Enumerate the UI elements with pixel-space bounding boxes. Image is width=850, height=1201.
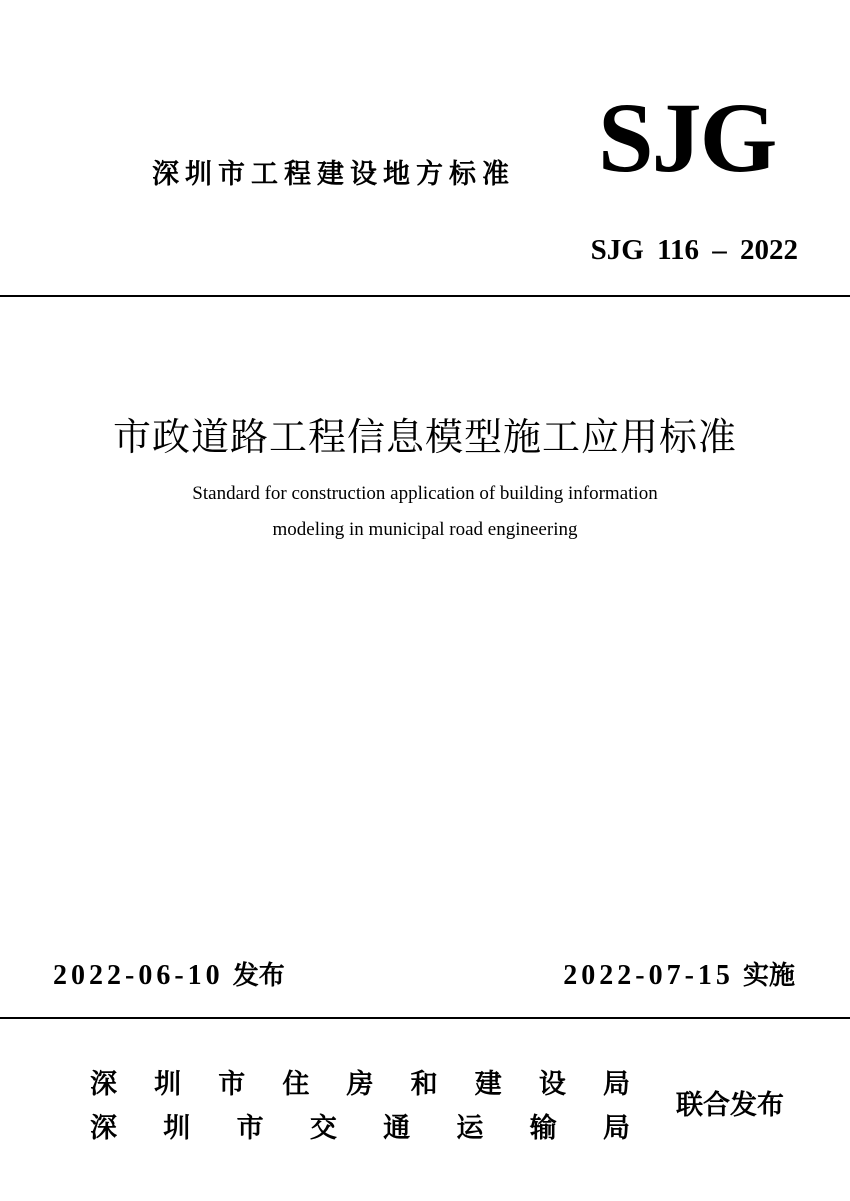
- issue-date-block: [53, 955, 285, 992]
- effective-date-block: [563, 955, 795, 992]
- org-char: 局: [603, 1069, 630, 1100]
- org-char: 运: [456, 1113, 484, 1144]
- org-char: 通: [383, 1113, 411, 1144]
- series-name: 深圳市工程建设地方标准: [152, 159, 515, 190]
- sjg-logo: SJG: [598, 82, 776, 193]
- org-char: 住: [282, 1069, 310, 1100]
- issue-date: 2022-06-10: [53, 960, 224, 991]
- org-char: 建: [474, 1069, 502, 1100]
- document-title-en-line1: Standard for construction application of building information: [192, 483, 658, 504]
- org-char: 输: [529, 1113, 557, 1144]
- org-char: 和: [410, 1069, 438, 1100]
- org-char: 深: [90, 1069, 117, 1100]
- org-char: 局: [602, 1113, 630, 1144]
- issue-label: 发布: [232, 961, 285, 991]
- org-char: 圳: [154, 1069, 182, 1100]
- document-title-en-line2: modeling in municipal road engineering: [272, 519, 578, 540]
- document-title-zh: 市政道路工程信息模型施工应用标准: [112, 415, 737, 459]
- org-char: 圳: [163, 1113, 191, 1144]
- bottom-divider: [0, 1017, 850, 1019]
- standard-code: SJG 116 – 2022: [590, 234, 798, 266]
- org-char: 深: [90, 1113, 117, 1144]
- effective-label: 实施: [742, 961, 795, 991]
- org-char: 市: [218, 1069, 246, 1100]
- joint-issue-label: 联合发布: [676, 1090, 784, 1121]
- publisher-housing-bureau: [90, 1062, 630, 1101]
- publisher-transport-bureau: [90, 1106, 630, 1145]
- org-char: 市: [236, 1113, 264, 1144]
- org-char: 房: [346, 1069, 374, 1100]
- effective-date: 2022-07-15: [563, 960, 734, 991]
- top-divider: [0, 295, 850, 297]
- org-char: 交: [309, 1113, 337, 1144]
- org-char: 设: [538, 1069, 566, 1100]
